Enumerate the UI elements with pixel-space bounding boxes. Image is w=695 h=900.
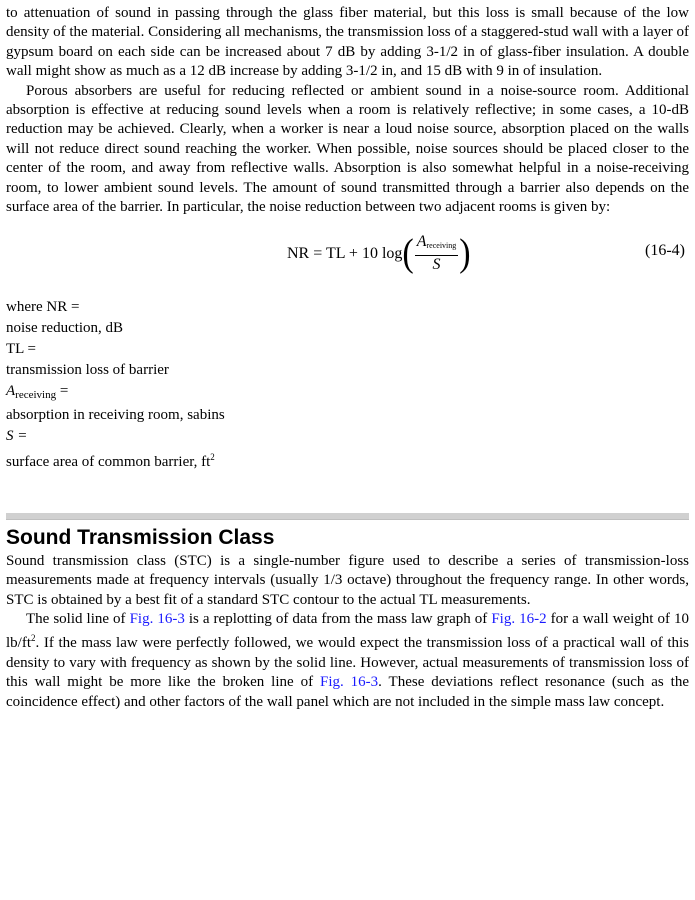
left-paren: (	[402, 232, 414, 275]
fraction-numerator	[415, 233, 459, 256]
definition-s-desc	[6, 447, 689, 473]
a-equals: =	[56, 382, 69, 399]
paragraph-porous-absorbers: Porous absorbers are useful for reducing reflected or ambient sound in a noise-source room. Additional absorption is effective at reducing sound levels when a room is relatively reflective; in some cases, a 10-dB reduction may be achieved. Clearly, when a worker is near a loud noise source, absorption placed on the walls will not reduce direct sound reaching the worker. When possible, noise sources should be placed closer to the center of the room, and away from reflective walls. Absorption is also somewhat helpful in a noise-receiving room, to lower ambient sound levels. The amount of sound transmitted through a barrier also depends on the surface area of the barrier. In particular, the noise reduction between two adjacent rooms is given by:	[6, 82, 689, 216]
a-symbol: A	[6, 382, 16, 399]
definition-s-term	[6, 426, 689, 447]
variable-definitions	[6, 297, 689, 472]
paragraph-insulation: to attenuation of sound in passing through the glass fiber material, but this loss is small because of the low density of the material. Considering all mechanisms, the transmission loss of a staggered-stud wall with a layer of gypsum board on each side can be increased about 7 dB by adding 3-1/2 in of glass-fiber insulation. A double wall might show as much as a 12 dB increase by adding 3-1/2 in, and 15 dB with 9 in of insulation.	[6, 5, 689, 80]
a-subscript: receiving	[15, 388, 57, 401]
paragraph-mass-law	[6, 610, 689, 712]
paragraph-stc-definition: Sound transmission class (STC) is a single-number figure used to describe a series of transmission-loss measurements made at frequency intervals (usually 1/3 octave) throughout the frequency range. In other words, STC is obtained by a best fit of a standard STC contour to the actual TL measurements.	[6, 552, 689, 608]
fraction-denominator: S	[432, 256, 441, 274]
equation-lhs: NR = TL + 10 log	[287, 245, 403, 263]
s-desc-text: surface area of common barrier, ft	[6, 454, 211, 471]
definition-a-desc: absorption in receiving room, sabins	[6, 407, 225, 424]
numerator-subscript: receiving	[426, 241, 457, 251]
link-fig-16-2[interactable]: Fig. 16-2	[491, 611, 547, 628]
section-divider	[6, 513, 689, 520]
p4-text-5: . These deviations reflect resonance (such as the coincidence effect) and other factors of the wall panel which are not included in the simple mass law concept.	[6, 674, 690, 710]
equation-16-4	[6, 219, 689, 293]
section-heading: Sound Transmission Class	[6, 525, 275, 549]
definition-nr-desc: noise reduction, dB	[6, 320, 124, 337]
p4-superscript: 2	[31, 633, 36, 644]
p4-text-3: for a wall weight of 10 lb/ft	[6, 611, 689, 652]
definition-a-term	[6, 381, 689, 406]
s-symbol: S =	[6, 428, 28, 445]
p4-text-4: . If the mass law were perfectly followed, we would expect the transmission loss of a practical wall of this density to vary with frequency as shown by the solid line. However, actual measurements of transmission loss of this wall might be more like the broken line of	[6, 635, 689, 691]
numerator-symbol: A	[416, 233, 427, 251]
equation-body	[287, 233, 471, 274]
link-fig-16-3[interactable]: Fig. 16-3	[129, 611, 185, 628]
equation-number: (16-4)	[645, 242, 685, 260]
right-paren: )	[459, 232, 471, 275]
p4-text-1: The solid line of	[26, 611, 130, 628]
equation-fraction	[415, 233, 459, 274]
p4-text-2: is a replotting of data from the mass law graph of	[184, 611, 492, 628]
definition-tl-term: TL =	[6, 341, 36, 358]
definition-nr-term: where NR =	[6, 299, 80, 316]
definition-tl-desc: transmission loss of barrier	[6, 361, 169, 378]
link-fig-16-3-second[interactable]: Fig. 16-3	[319, 674, 379, 691]
s-desc-superscript: 2	[210, 452, 215, 463]
